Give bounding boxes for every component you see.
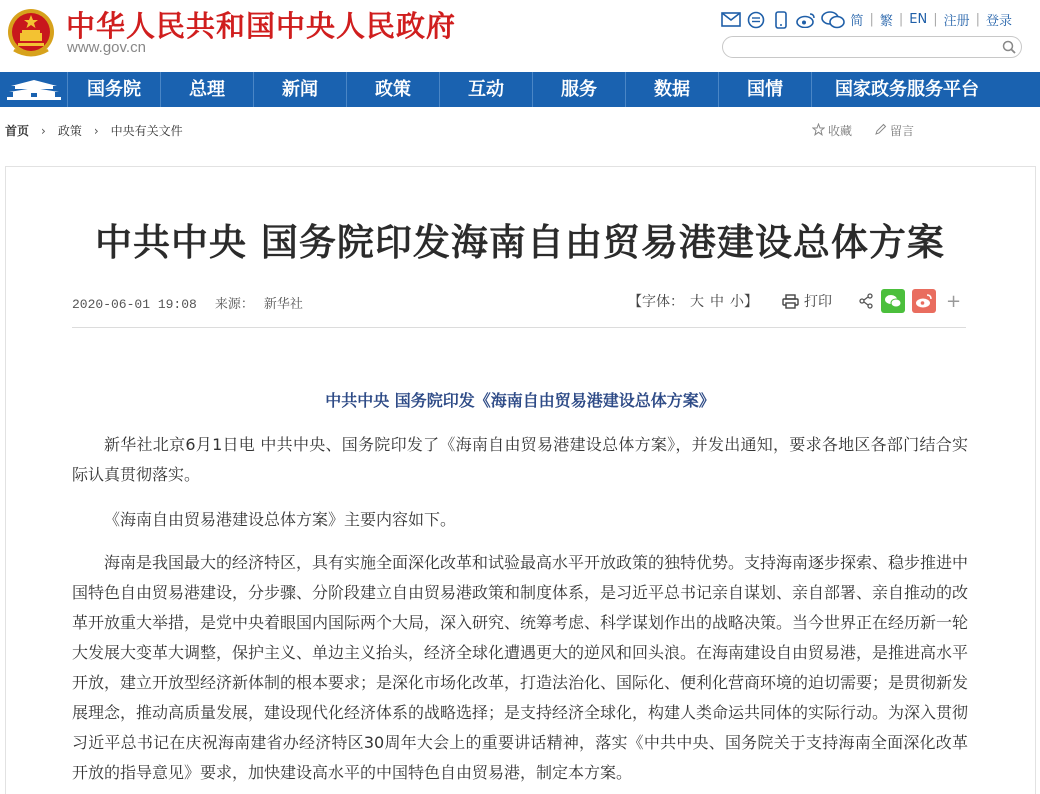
- breadcrumb-central-documents[interactable]: 中央有关文件: [110, 124, 183, 138]
- nav-item-gov-service-platform[interactable]: 国家政务服务平台: [835, 79, 979, 100]
- tiananmen-icon: [5, 78, 63, 102]
- comment-label: 留言: [890, 124, 915, 138]
- search-icon[interactable]: [1001, 39, 1017, 55]
- site-url[interactable]: www.gov.cn: [67, 39, 146, 56]
- mail-icon[interactable]: [721, 11, 741, 29]
- top-links: 简 | 繁 | EN | 注册 | 登录: [721, 10, 1012, 29]
- font-small-button[interactable]: 小】: [730, 294, 758, 310]
- wechat-share-button[interactable]: [881, 289, 905, 313]
- chevron-right-icon: ›: [41, 123, 46, 138]
- nav-item-interaction[interactable]: 互动: [440, 72, 533, 107]
- lang-traditional-link[interactable]: 繁: [879, 14, 893, 29]
- national-emblem-icon[interactable]: [6, 6, 56, 60]
- pencil-icon: [874, 123, 887, 139]
- nav-home-logo[interactable]: [0, 72, 68, 107]
- article-title: 中共中央 国务院印发海南自由贸易港建设总体方案: [95, 221, 945, 264]
- wechat-icon[interactable]: [821, 11, 845, 29]
- nav-item-national-info[interactable]: 国情: [719, 72, 812, 107]
- site-title[interactable]: 中华人民共和国中央人民政府: [66, 9, 457, 43]
- print-label: 打印: [804, 294, 832, 310]
- login-link[interactable]: 登录: [985, 14, 1012, 29]
- article-subtitle: 中共中央 国务院印发《海南自由贸易港建设总体方案》: [325, 391, 715, 410]
- share-group: [858, 289, 961, 313]
- plus-icon[interactable]: +: [946, 290, 962, 312]
- nav-item-state-council[interactable]: 国务院: [68, 72, 161, 107]
- message-icon[interactable]: [746, 11, 766, 29]
- print-button[interactable]: [782, 291, 832, 311]
- chevron-right-icon: ›: [93, 123, 99, 138]
- share-icon[interactable]: [858, 293, 874, 309]
- article-paragraph: 海南是我国最大的经济特区，具有实施全面深化改革和试验最高水平开放政策的独特优势。支持海南逐步探索、稳步推进中国特色自由贸易港建设，分步骤、分阶段建立自由贸易港政策和制度体系，是习近平总书记亲自谋划、亲自部署、亲自推动的改革开放重大举措，是党中央着眼国内国际两个大局，深入研究、统筹考虑、科学谋划作出的战略决策。当今世界正在经历新一轮大发展大变革大调整，保护主义、单边主义抬头，经济全球化遭遇更大的逆风和回头浪。在海南建设自由贸易港，是推进高水平开放，建立开放型经济新体制的根本要求；是深化市场化改革，打造法治化、国际化、便利化营商环境的迫切需要；是贯彻新发展理念，推动高质量发展，建设现代化经济体系的战略选择；是支持经济全球化，构建人类命运共同体的实际行动。为深入贯彻习近平总书记在庆祝海南建省办经济特区30周年大会上的重要讲话精神，落实《中共中央、国务院关于支持海南全面深化改革开放的指导意见》要求，加快建设高水平的中国特色自由贸易港，制定本方案。: [72, 553, 969, 782]
- weibo-icon[interactable]: [796, 11, 816, 29]
- weibo-share-button[interactable]: [912, 289, 936, 313]
- article-meta: [72, 293, 303, 312]
- weibo-icon: [915, 294, 933, 308]
- main-nav: [0, 72, 1040, 107]
- star-icon: [812, 123, 825, 139]
- comment-button[interactable]: [874, 122, 914, 139]
- page-actions: [812, 122, 936, 139]
- article-paragraph: 新华社北京6月1日电 中共中央、国务院印发了《海南自由贸易港建设总体方案》，并发出通知，要求各地区各部门结合实际认真贯彻落实。: [72, 435, 968, 484]
- site-header: [0, 0, 1040, 72]
- article-tools: [628, 289, 961, 313]
- lang-english-link[interactable]: EN: [909, 12, 928, 27]
- wechat-icon: [884, 294, 902, 308]
- publish-date: 2020-06-01 19:08: [72, 297, 197, 312]
- source-name: 新华社: [263, 297, 303, 312]
- nav-item-news[interactable]: 新闻: [254, 72, 347, 107]
- nav-item-premier[interactable]: 总理: [161, 72, 254, 107]
- font-size-label: 【字体：: [628, 294, 684, 310]
- breadcrumb-home[interactable]: 首页: [5, 124, 30, 138]
- nav-item-services[interactable]: 服务: [533, 72, 626, 107]
- breadcrumb-policy[interactable]: 政策: [57, 124, 82, 138]
- search-input[interactable]: [733, 38, 1003, 58]
- favorite-label: 收藏: [828, 124, 853, 138]
- font-size-selector: [628, 291, 758, 311]
- meta-divider: [72, 327, 966, 328]
- favorite-button[interactable]: [812, 122, 852, 139]
- article-paragraph: 《海南自由贸易港建设总体方案》主要内容如下。: [104, 510, 457, 529]
- nav-item-data[interactable]: 数据: [626, 72, 719, 107]
- font-medium-button[interactable]: 中: [710, 294, 724, 310]
- source-label: 来源：: [214, 297, 254, 312]
- mobile-icon[interactable]: [771, 11, 791, 29]
- font-large-button[interactable]: 大: [690, 294, 704, 310]
- register-link[interactable]: 注册: [943, 14, 970, 29]
- printer-icon: [782, 294, 799, 309]
- lang-simplified-link[interactable]: 简: [850, 14, 864, 29]
- nav-item-policy[interactable]: 政策: [347, 72, 440, 107]
- breadcrumb: [5, 122, 183, 139]
- search-box: [722, 36, 1022, 58]
